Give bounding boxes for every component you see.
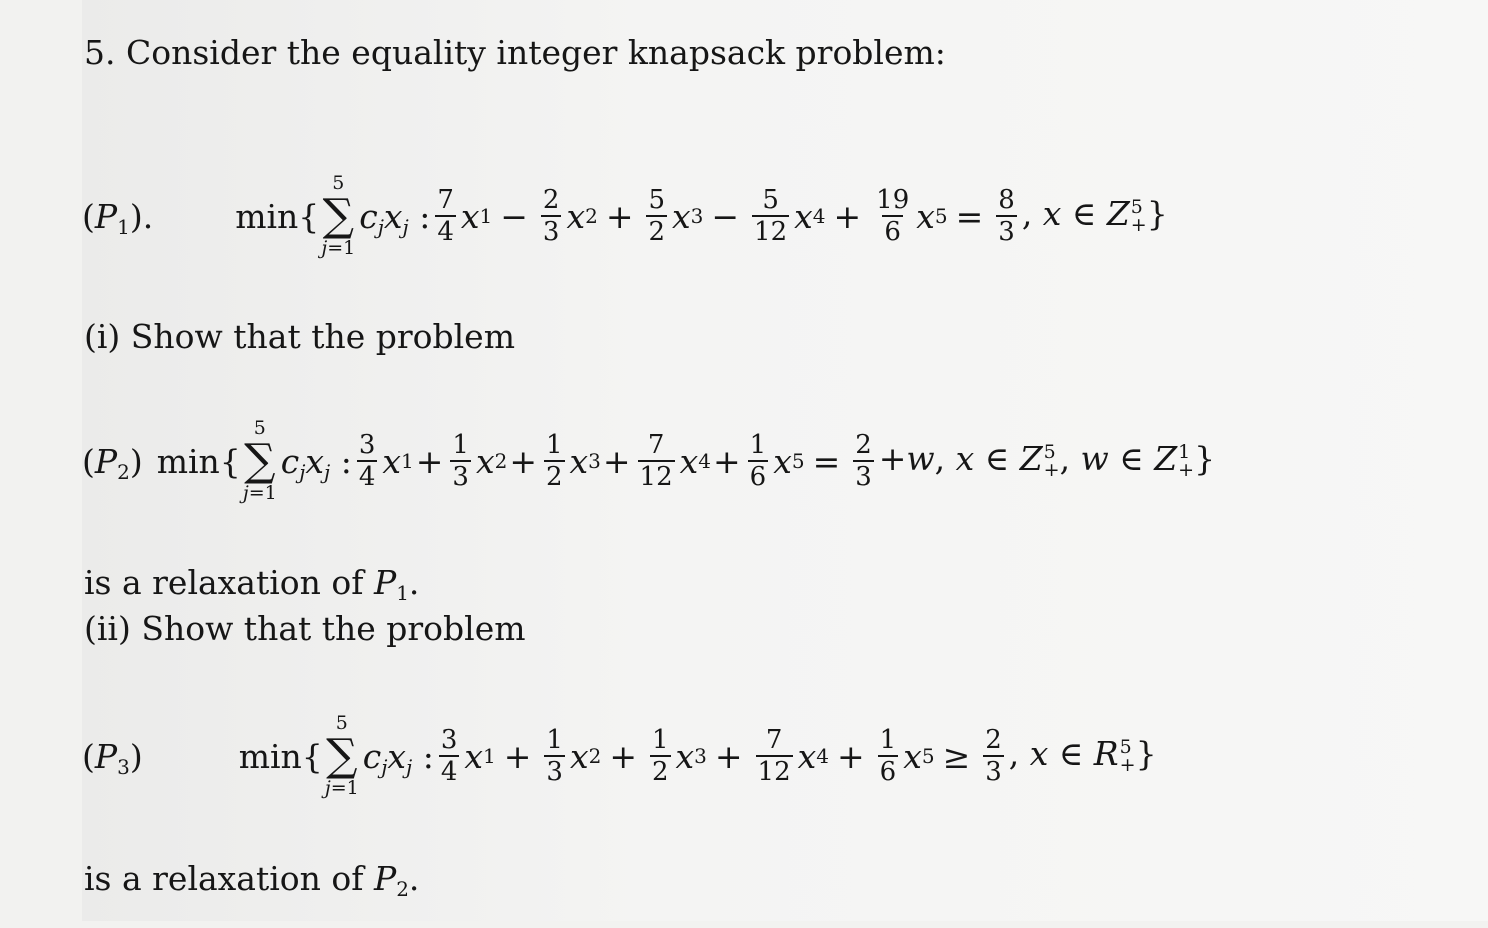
problem-number: 5.: [84, 33, 116, 72]
p2-label: $(P_2)$: [82, 441, 143, 484]
p3-objective: $c_jx_j$ :: [362, 736, 434, 779]
p3-coef-3: $\frac{1}{2}$: [651, 725, 669, 787]
p1-coef-5: $\frac{19}{6}$: [876, 185, 910, 247]
p1-coef-3: $\frac{5}{2}$: [648, 185, 666, 247]
p1-objective: $c_jx_j$ :: [359, 196, 431, 239]
part-ii-text: (ii) Show that the problem: [84, 609, 526, 648]
p1-label: $(P_1)$.: [82, 196, 154, 239]
p2-coef-3: $\frac{1}{2}$: [545, 430, 563, 492]
p1-coef-2: $\frac{2}{3}$: [542, 185, 560, 247]
p1-summation: 5 ∑ j=1: [321, 171, 356, 260]
p2-objective: $c_jx_j$ :: [280, 441, 352, 484]
p1-domain: , x ∈ Z 5 + }: [1021, 194, 1168, 237]
p3-sum-upper: 5: [335, 711, 348, 734]
p3-summation: 5 ∑ j=1: [324, 711, 359, 800]
problem-intro: Consider the equality integer knapsack problem:: [126, 33, 946, 72]
p1-coef-1: $\frac{7}{4}$: [437, 185, 454, 247]
equation-p3: $(P_3)$ min{ 5 ∑ j=1 $c_jx_j$ : $\frac{3}{4}$ x 1 + $\frac{1}{3}$ x 2 + $\frac{1}{2}$ x 3 + $\frac{7}{12}$ x 4 + $\frac{1}{6}$ x 5 ≥ $\frac{2}{3}$ , x ∈ R 5 + }: [82, 711, 1157, 800]
p1-rhs: $\frac{8}{3}$: [998, 185, 1015, 247]
equation-p2: $(P_2)$ min{ 5 ∑ j=1 $c_jx_j$ : $\frac{3}{4}$ x 1 + $\frac{1}{3}$ x 2 + $\frac{1}{2}$ x 3 + $\frac{7}{12}$ x 4 + $\frac{1}{6}$ x 5 = $\frac{2}{3}$ +w, x ∈ Z 5 + , w ∈ Z 1 + }: [82, 416, 1216, 505]
p2-coef-4: $\frac{7}{12}$: [639, 430, 673, 492]
p1-sum-upper: 5: [332, 171, 345, 194]
relaxation-p1-text: is a relaxation of $P_1$.: [84, 563, 420, 605]
p2-coef-5: $\frac{1}{6}$: [749, 430, 767, 492]
p2-coef-2: $\frac{1}{3}$: [452, 430, 469, 492]
p3-coef-4: $\frac{7}{12}$: [757, 725, 791, 787]
p3-rhs: $\frac{2}{3}$: [985, 725, 1002, 787]
p2-min: min{: [156, 441, 241, 481]
relaxation-p2-text: is a relaxation of $P_2$.: [84, 859, 420, 901]
p2-coef-1: $\frac{3}{4}$: [358, 430, 376, 492]
p2-rhs: $\frac{2}{3}$: [855, 430, 872, 492]
p3-coef-1: $\frac{3}{4}$: [440, 725, 458, 787]
p2-sum-lower: j=1: [242, 482, 277, 505]
p2-summation: 5 ∑ j=1: [242, 416, 277, 505]
p3-coef-5: $\frac{1}{6}$: [879, 725, 897, 787]
p3-min: min{: [238, 736, 323, 776]
problem-heading: [84, 33, 946, 72]
p1-sum-lower: j=1: [321, 237, 356, 260]
p2-sum-upper: 5: [253, 416, 266, 439]
p3-coef-2: $\frac{1}{3}$: [546, 725, 563, 787]
p1-coef-4: $\frac{5}{12}$: [754, 185, 788, 247]
p1-min: min{: [235, 196, 320, 236]
equation-p1: $(P_1)$. min{ 5 ∑ j=1 $c_jx_j$ : $\frac{7}{4}$ x 1 − $\frac{2}{3}$ x 2 + $\frac{5}{2}$ x 3 − $\frac{5}{12}$ x 4 + $\frac{19}{6}$ x 5 = $\frac{8}{3}$ , x ∈ Z 5 + }: [82, 171, 1168, 260]
p3-label: $(P_3)$: [82, 736, 143, 779]
p2-domain: +w, x ∈ Z 5 + , w ∈ Z 1 + }: [878, 439, 1216, 482]
part-i-text: (i) Show that the problem: [84, 317, 515, 356]
p3-sum-lower: j=1: [324, 777, 359, 800]
p3-domain: , x ∈ R 5 + }: [1008, 734, 1157, 777]
